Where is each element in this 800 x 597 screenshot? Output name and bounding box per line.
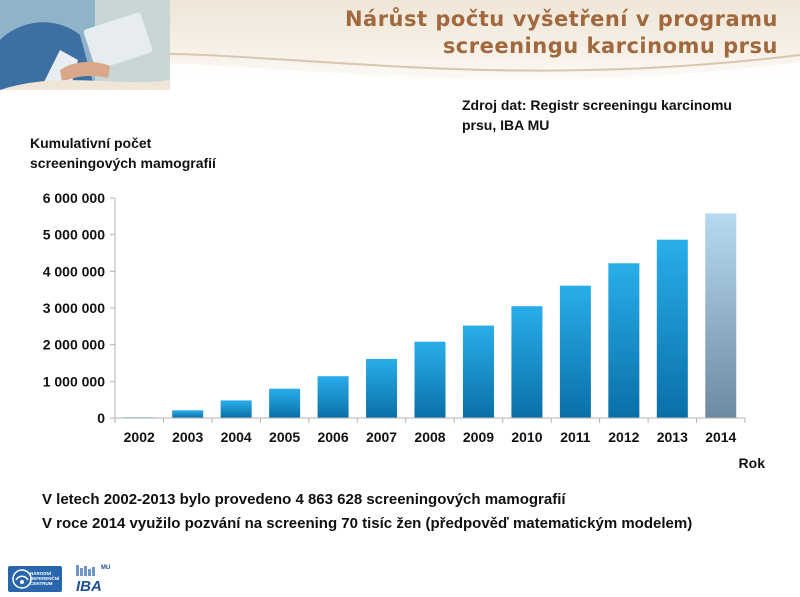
mu-logo-text: MU: [101, 565, 111, 571]
title-line-2: screeningu karcinomu prsu: [442, 34, 778, 58]
bar-2012: [608, 263, 639, 418]
x-tick-label-2008: 2008: [414, 429, 446, 445]
x-tick-label-2003: 2003: [172, 429, 204, 445]
x-tick-label-2007: 2007: [365, 429, 398, 445]
x-tick-label-2006: 2006: [317, 429, 349, 445]
x-tick-label-2005: 2005: [269, 429, 301, 445]
x-tick-label-2012: 2012: [608, 429, 640, 445]
bar-2010: [511, 306, 542, 418]
y-axis-ticks: [43, 190, 115, 426]
x-axis-label: Rok: [738, 455, 765, 471]
y-tick-label: 6 000 000: [42, 190, 105, 206]
x-axis-ticks: [115, 418, 745, 445]
data-source-note: [462, 95, 782, 135]
iba-logo-text: IBA: [76, 578, 102, 595]
bar-2005: [269, 389, 300, 418]
bar-2013: [657, 240, 688, 418]
x-tick-label-2011: 2011: [560, 429, 591, 445]
bar-2007: [366, 359, 397, 418]
y-axis-label-line-2: screeningových mamografií: [30, 155, 216, 171]
title-line-1: Nárůst počtu vyšetření v programu: [344, 7, 778, 31]
bar-2014: [705, 213, 736, 418]
y-tick-label: 1 000 000: [42, 373, 105, 390]
x-tick-label-2004: 2004: [220, 429, 252, 445]
x-tick-label-2013: 2013: [656, 429, 688, 445]
bar-2006: [318, 376, 349, 418]
source-line-2: prsu, IBA MU: [462, 117, 550, 133]
header-banner: [0, 0, 800, 92]
bar-2008: [414, 342, 445, 418]
x-tick-label-2010: 2010: [511, 429, 543, 445]
y-tick-label: 3 000 000: [42, 300, 105, 316]
y-axis-label: [30, 133, 290, 173]
source-line-1: Zdroj dat: Registr screeningu karcinomu: [462, 97, 732, 113]
x-tick-label-2002: 2002: [123, 429, 155, 445]
y-tick-label: 0: [97, 410, 105, 426]
bar-2009: [463, 326, 494, 418]
y-tick-label: 2 000 000: [42, 336, 105, 353]
y-tick-label: 5 000 000: [42, 226, 105, 243]
page-title: [258, 6, 778, 60]
bar-2004: [221, 400, 252, 418]
summary-note-1: V letech 2002-2013 bylo provedeno 4 863 628 screeningových mamografií: [42, 491, 566, 508]
doctor-photo-icon: [0, 0, 170, 90]
bar-2003: [172, 410, 203, 418]
y-axis-label-line-1: Kumulativní počet: [30, 135, 152, 151]
x-tick-label-2009: 2009: [462, 429, 495, 445]
bars: [124, 213, 737, 418]
summary-note-2: V roce 2014 využilo pozvání na screening 70 tisíc žen (předpověď matematickým modelem): [42, 515, 693, 532]
bar-chart: [0, 180, 800, 480]
bar-2011: [560, 286, 591, 418]
npc-logo-text: NÁRODNÍ REFERENČNÍ CENTRUM: [30, 571, 60, 586]
x-tick-label-2014: 2014: [705, 429, 737, 445]
y-tick-label: 4 000 000: [42, 263, 105, 280]
